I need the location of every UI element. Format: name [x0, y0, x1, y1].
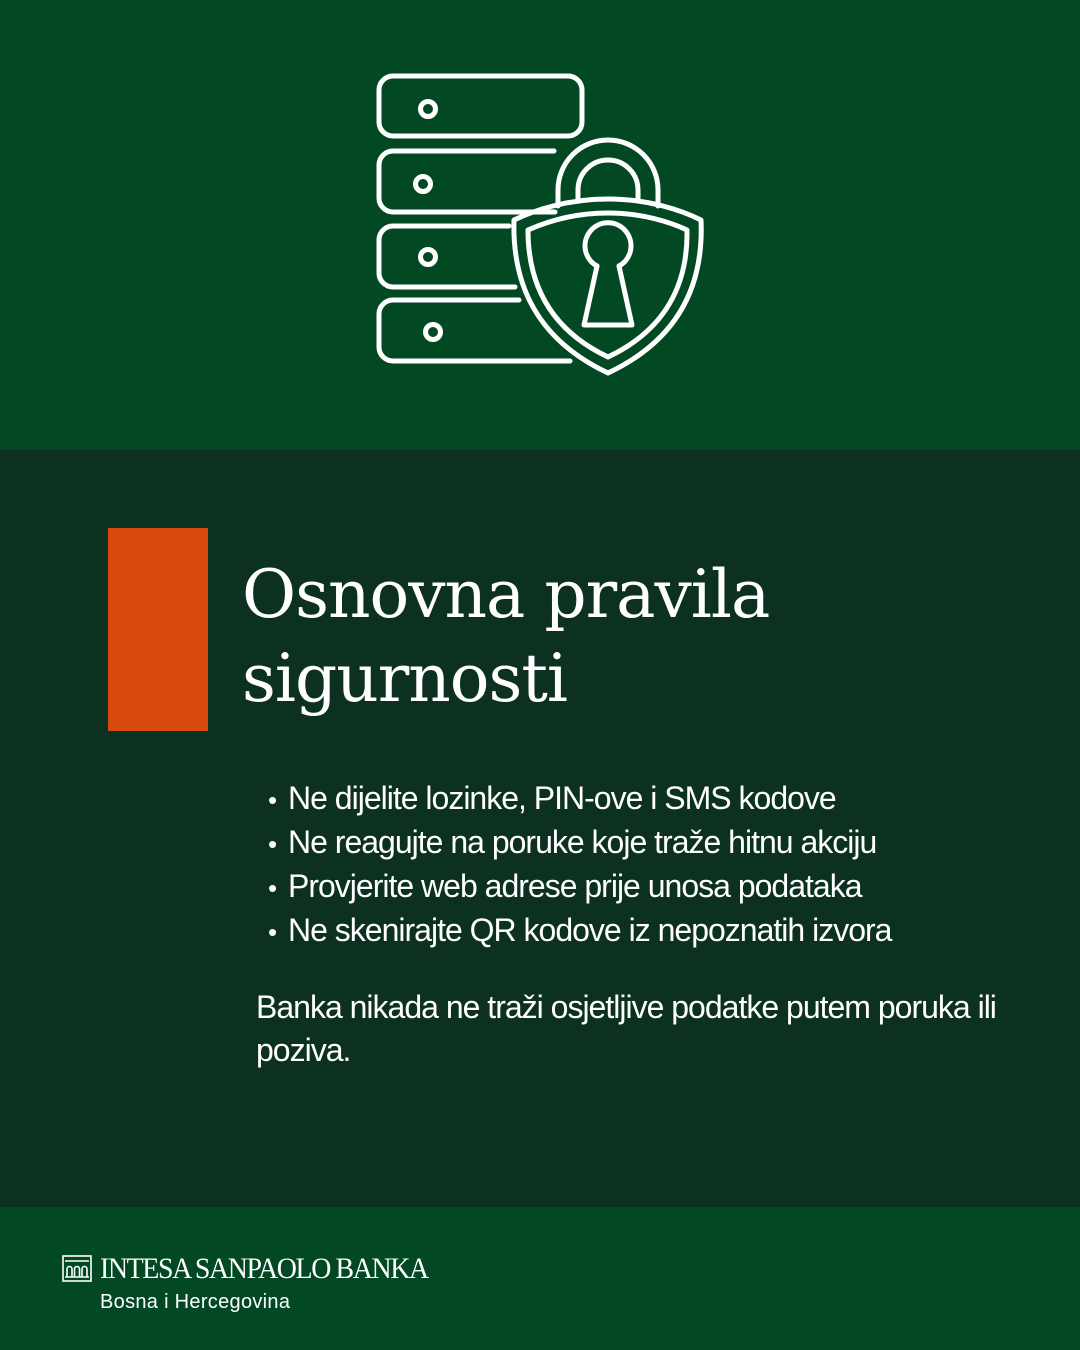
server-lock-shield-icon	[370, 66, 715, 386]
bank-region: Bosna i Hercegovina	[100, 1291, 291, 1313]
indicator-light	[421, 250, 436, 265]
server-unit	[379, 226, 515, 287]
bank-notice: Banka nikada ne traži osjetljive podatke putem poruka ili poziva.	[256, 989, 996, 1068]
accent-bar	[108, 528, 208, 731]
list-item: • Ne reagujte na poruke koje traže hitnu akciju	[268, 821, 1038, 865]
lock-shackle	[578, 160, 638, 200]
safety-rules-list	[268, 777, 1038, 953]
indicator-light	[416, 177, 431, 192]
list-item: • Ne dijelite lozinke, PIN-ove i SMS kodove	[268, 777, 1038, 821]
keyhole-icon	[584, 223, 632, 325]
list-item: • Provjerite web adrese prije unosa podataka	[268, 865, 1038, 909]
title-line: sigurnosti	[242, 640, 568, 717]
hero-banner	[0, 0, 1080, 450]
indicator-light	[426, 325, 441, 340]
server-unit	[379, 300, 570, 361]
indicator-light	[421, 102, 436, 117]
server-unit	[379, 76, 582, 136]
server-unit	[379, 151, 555, 212]
bank-logo	[62, 1252, 482, 1322]
bank-name: INTESA SANPAOLO BANKA	[100, 1252, 428, 1285]
page-title	[242, 553, 1002, 721]
lock-shackle	[558, 140, 658, 206]
bank-building-icon	[62, 1255, 92, 1282]
list-item: • Ne skenirajte QR kodove iz nepoznatih izvora	[268, 909, 1038, 953]
title-line: Osnovna pravila	[242, 556, 770, 633]
